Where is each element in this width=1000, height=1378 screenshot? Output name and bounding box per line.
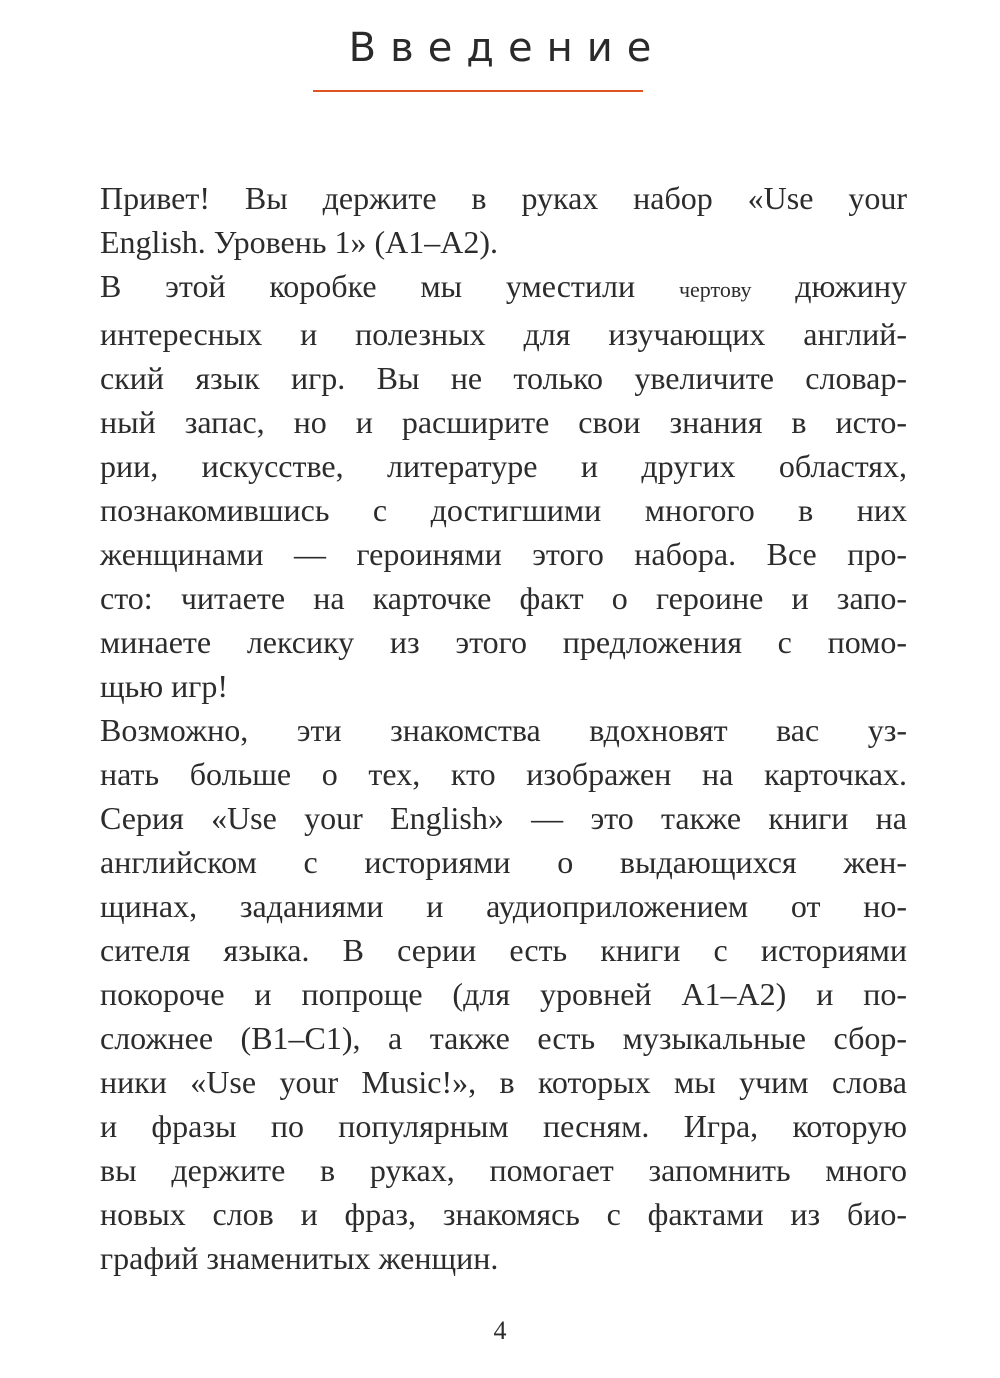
text-line: новых слов и фраз, знакомясь с фактами из био- [100, 1196, 907, 1232]
text-line: ный запас, но и расширите свои знания в исто- [100, 404, 907, 440]
text-line: покороче и попроще (для уровней А1–А2) и по- [100, 976, 907, 1012]
title-underline [313, 90, 643, 92]
text-fragment: В этой коробке мы уместили [100, 268, 679, 304]
text-line: познакомившись с достигшими многого в них [100, 492, 907, 528]
text-line [55, 264, 907, 312]
text-line: English. Уровень 1» (A1–A2). [100, 224, 498, 260]
text-line: сложнее (B1–C1), а также есть музыкальные сбор- [100, 1020, 907, 1056]
page-number: 4 [493, 1316, 507, 1345]
text-line: сто: читаете на карточке факт о героине и запо- [100, 580, 907, 616]
text-line: вы держите в руках, помогает запомнить много [100, 1152, 907, 1188]
text-line: рии, искусстве, литературе и других областях, [100, 448, 907, 484]
text-line: и фразы по популярным песням. Игра, которую [100, 1108, 907, 1144]
paragraph-2 [55, 264, 907, 708]
text-fragment: дюжину [751, 268, 908, 304]
text-line: английском с историями о выдающихся жен- [100, 844, 907, 880]
text-line: интересных и полезных для изучающих англий- [100, 316, 907, 352]
text-line: ники «Use your Music!», в которых мы учим слова [100, 1064, 907, 1100]
text-line: щинах, заданиями и аудиоприложением от но- [100, 888, 907, 924]
chapter-title: Введение [348, 25, 666, 71]
paragraph-3 [55, 708, 907, 1280]
text-line: минаете лексику из этого предложения с помо- [100, 624, 907, 660]
text-line: женщинами — героинями этого набора. Все про- [100, 536, 907, 572]
text-line: ский язык игр. Вы не только увеличите словар- [100, 360, 907, 396]
body-text [55, 176, 907, 1280]
text-line: щью игр! [100, 668, 229, 704]
text-line: нать больше о тех, кто изображен на карточках. [100, 756, 907, 792]
text-line: Привет! Вы держите в руках набор «Use your [100, 180, 907, 216]
text-line: Серия «Use your English» — это также книги на [100, 800, 907, 836]
text-line: Возможно, эти знакомства вдохновят вас уз- [100, 712, 907, 748]
paragraph-1 [55, 176, 907, 264]
small-word: чертову [678, 277, 752, 302]
text-line: графий знаменитых женщин. [100, 1240, 499, 1276]
text-line: сителя языка. В серии есть книги с историями [100, 932, 907, 968]
